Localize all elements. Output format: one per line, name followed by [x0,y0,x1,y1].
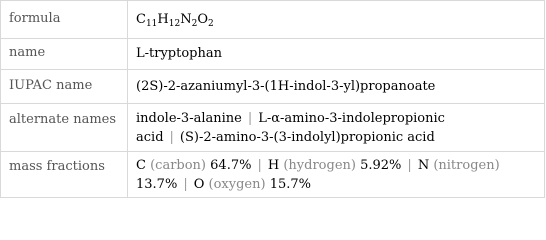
oxygen-symbol: O [193,177,205,192]
hydrogen-name: (hydrogen) [283,158,356,173]
column-divider [127,70,128,103]
row-alternate-names [1,104,544,152]
formula-h-count: 12 [168,19,181,29]
iupac-value: (2S)-2-azaniumyl-3-(1H-indol-3-yl)propanoate [136,79,436,94]
formula-n-count: 2 [191,19,198,29]
name-label: name [9,45,46,60]
iupac-label: IUPAC name [9,78,93,93]
column-divider [127,104,128,151]
alternate-names-line1 [136,109,445,128]
separator: | [169,130,174,145]
separator: | [183,177,188,192]
formula-label: formula [9,11,61,26]
hydrogen-symbol: H [267,158,280,173]
row-name [1,39,544,70]
mass-fractions-label: mass fractions [9,159,105,174]
mass-fractions-line2 [136,175,311,194]
formula-c-count: 11 [145,19,158,29]
separator: | [257,158,262,173]
mass-fractions-line1 [136,156,500,175]
row-iupac [1,70,544,104]
alt-name-2-part2: acid [136,130,164,145]
separator: | [247,111,253,126]
carbon-symbol: C [136,158,146,173]
separator: | [407,158,412,173]
alternate-names-line2 [136,128,435,147]
nitrogen-name: (nitrogen) [433,158,500,173]
formula-c: C [136,12,146,27]
formula-n: N [180,12,192,27]
formula-value [136,10,214,34]
name-value: L-tryptophan [136,46,222,61]
row-mass-fractions [1,152,544,198]
carbon-name: (carbon) [150,158,207,173]
carbon-fraction: 64.7% [210,158,252,173]
alt-name-2-part1: L-α-amino-3-indolepropionic [258,111,445,126]
alt-name-3: (S)-2-amino-3-(3-indolyl)propionic acid [179,130,435,145]
formula-o-count: 2 [207,19,214,29]
column-divider [127,152,128,198]
alt-name-1: indole-3-alanine [136,111,242,126]
hydrogen-fraction: 5.92% [360,158,402,173]
formula-o: O [197,12,208,27]
formula-h: H [157,12,169,27]
oxygen-name: (oxygen) [208,177,266,192]
oxygen-fraction: 15.7% [269,177,312,192]
alternate-names-label: alternate names [9,112,117,127]
column-divider [127,1,128,38]
nitrogen-symbol: N [417,158,430,173]
nitrogen-fraction: 13.7% [136,177,178,192]
row-formula [1,1,544,39]
column-divider [127,39,128,69]
